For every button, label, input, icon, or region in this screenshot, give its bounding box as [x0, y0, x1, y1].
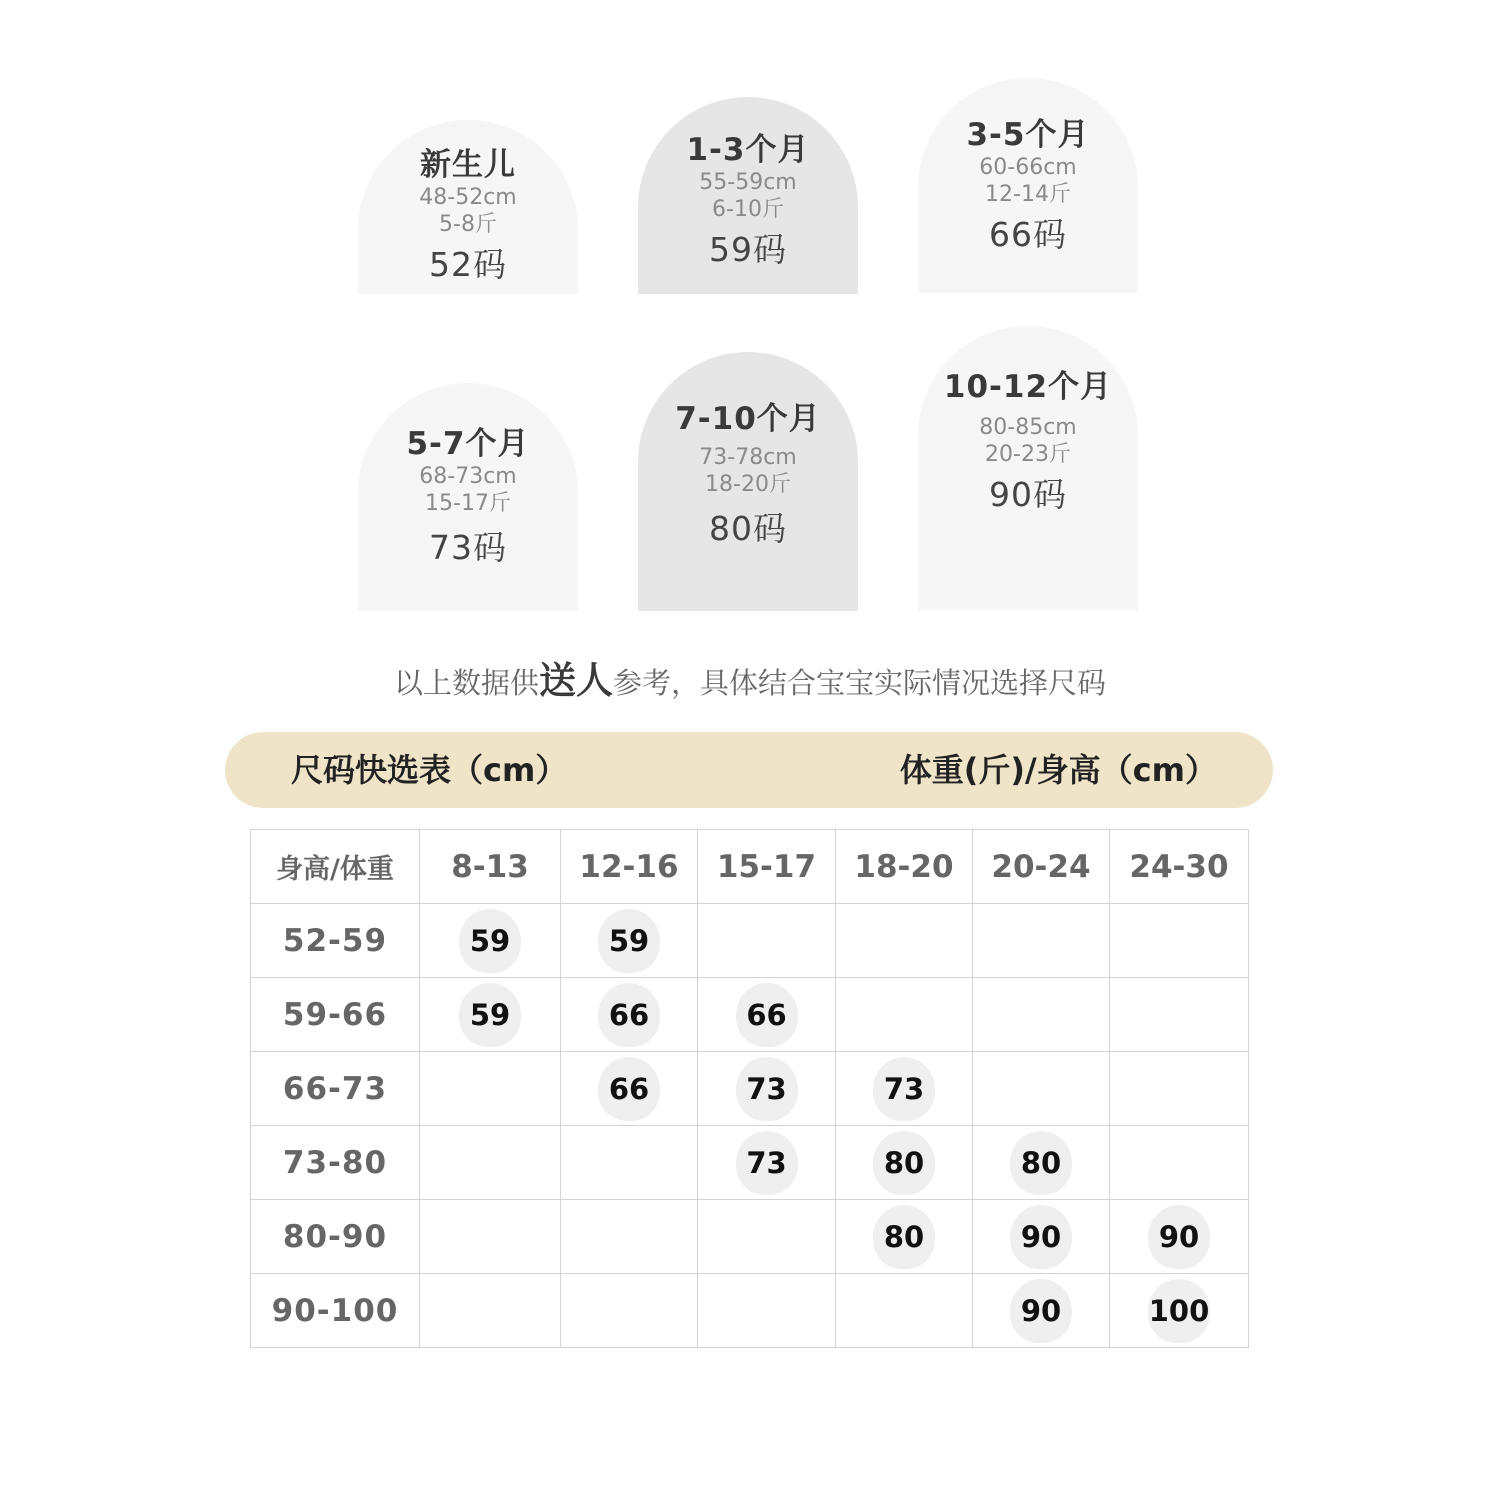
card-size-code: 90码: [989, 474, 1067, 514]
weight-column-header: 20-24: [973, 830, 1110, 904]
weight-column-header: 15-17: [698, 830, 836, 904]
size-card-7-10-months: [638, 352, 858, 611]
table-cell: [836, 904, 973, 978]
weight-column-header: 18-20: [836, 830, 973, 904]
table-cell: [973, 1052, 1110, 1126]
card-size-code: 73码: [429, 527, 507, 567]
size-badge: 90: [1148, 1205, 1210, 1269]
size-card-newborn: [358, 120, 578, 294]
table-cell: [561, 904, 698, 978]
table-cell: [973, 904, 1110, 978]
size-badge: 73: [736, 1131, 798, 1195]
height-row-header: 73-80: [251, 1126, 420, 1200]
card-height-range: 73-78cm: [699, 444, 797, 470]
size-badge: 90: [1010, 1205, 1072, 1269]
size-card-1-3-months: [638, 97, 858, 294]
table-cell: [420, 904, 561, 978]
table-cell: [420, 1052, 561, 1126]
table-cell: [1110, 1274, 1249, 1348]
table-cell: [698, 904, 836, 978]
table-cell: [1110, 978, 1249, 1052]
table-cell: [1110, 1052, 1249, 1126]
height-row-header: 59-66: [251, 978, 420, 1052]
table-cell: [1110, 904, 1249, 978]
table-header-row: [251, 830, 1249, 904]
card-weight-range: 5-8斤: [439, 212, 497, 238]
size-badge: 66: [598, 983, 660, 1047]
table-row: [251, 1200, 1249, 1274]
note-text-before: 以上数据供: [393, 666, 539, 700]
table-cell: [1110, 1200, 1249, 1274]
weight-column-header: 12-16: [561, 830, 698, 904]
size-badge: 80: [1010, 1131, 1072, 1195]
card-height-range: 60-66cm: [979, 154, 1077, 180]
table-cell: [561, 1200, 698, 1274]
card-age-title: 3-5个月: [966, 117, 1090, 153]
height-row-header: 52-59: [251, 904, 420, 978]
card-height-range: 68-73cm: [419, 463, 517, 489]
card-size-code: 80码: [709, 508, 787, 548]
table-cell: [973, 978, 1110, 1052]
table-cell: [561, 978, 698, 1052]
card-weight-range: 12-14斤: [985, 182, 1071, 208]
card-height-range: 48-52cm: [419, 184, 517, 210]
table-cell: [836, 978, 973, 1052]
card-age-title: 1-3个月: [686, 132, 810, 168]
table-cell: [836, 1126, 973, 1200]
banner-axis-label: 体重(斤)/身高（cm）: [899, 751, 1217, 789]
reference-note: [0, 650, 1500, 704]
table-cell: [973, 1274, 1110, 1348]
size-badge: 90: [1010, 1279, 1072, 1343]
card-weight-range: 15-17斤: [425, 491, 511, 517]
table-cell: [561, 1126, 698, 1200]
size-badge: 66: [736, 983, 798, 1047]
table-cell: [836, 1052, 973, 1126]
card-size-code: 59码: [709, 229, 787, 269]
table-row: [251, 978, 1249, 1052]
size-quick-table: [250, 829, 1249, 1348]
table-cell: [698, 1052, 836, 1126]
card-age-title: 5-7个月: [406, 426, 530, 462]
table-cell: [1110, 1126, 1249, 1200]
size-badge: 73: [736, 1057, 798, 1121]
size-card-3-5-months: [918, 78, 1138, 293]
height-row-header: 66-73: [251, 1052, 420, 1126]
table-cell: [420, 1126, 561, 1200]
weight-column-header: 8-13: [420, 830, 561, 904]
card-size-code: 52码: [429, 244, 507, 284]
table-row: [251, 904, 1249, 978]
table-cell: [836, 1200, 973, 1274]
table-cell: [698, 978, 836, 1052]
table-corner-label: 身高/体重: [251, 830, 420, 904]
banner-title: 尺码快选表（cm）: [291, 751, 568, 789]
table-cell: [973, 1126, 1110, 1200]
note-text-after: 参考，具体结合宝宝实际情况选择尺码: [613, 666, 1107, 700]
size-badge: 80: [873, 1131, 935, 1195]
size-card-5-7-months: [358, 383, 578, 611]
table-row: [251, 1126, 1249, 1200]
card-age-title: 新生儿: [420, 147, 516, 183]
note-emphasis: 送人: [539, 659, 613, 702]
table-cell: [420, 978, 561, 1052]
table-cell: [420, 1200, 561, 1274]
table-cell: [698, 1200, 836, 1274]
card-size-code: 66码: [989, 214, 1067, 254]
size-badge: 73: [873, 1057, 935, 1121]
size-badge: 59: [598, 909, 660, 973]
table-cell: [973, 1200, 1110, 1274]
table-cell: [561, 1052, 698, 1126]
card-age-title: 10-12个月: [943, 369, 1113, 405]
table-cell: [698, 1274, 836, 1348]
card-height-range: 80-85cm: [979, 414, 1077, 440]
table-row: [251, 1274, 1249, 1348]
size-badge: 59: [459, 983, 521, 1047]
card-height-range: 55-59cm: [699, 169, 797, 195]
card-age-title: 7-10个月: [675, 401, 821, 437]
card-weight-range: 6-10斤: [712, 197, 784, 223]
table-row: [251, 1052, 1249, 1126]
size-chart-banner: [225, 732, 1273, 808]
size-card-10-12-months: [918, 326, 1138, 610]
height-row-header: 80-90: [251, 1200, 420, 1274]
height-row-header: 90-100: [251, 1274, 420, 1348]
table-cell: [836, 1274, 973, 1348]
card-weight-range: 20-23斤: [985, 442, 1071, 468]
size-badge: 66: [598, 1057, 660, 1121]
size-badge: 80: [873, 1205, 935, 1269]
table-cell: [561, 1274, 698, 1348]
table-cell: [420, 1274, 561, 1348]
size-badge: 100: [1148, 1279, 1210, 1343]
size-badge: 59: [459, 909, 521, 973]
card-weight-range: 18-20斤: [705, 472, 791, 498]
table-cell: [698, 1126, 836, 1200]
weight-column-header: 24-30: [1110, 830, 1249, 904]
